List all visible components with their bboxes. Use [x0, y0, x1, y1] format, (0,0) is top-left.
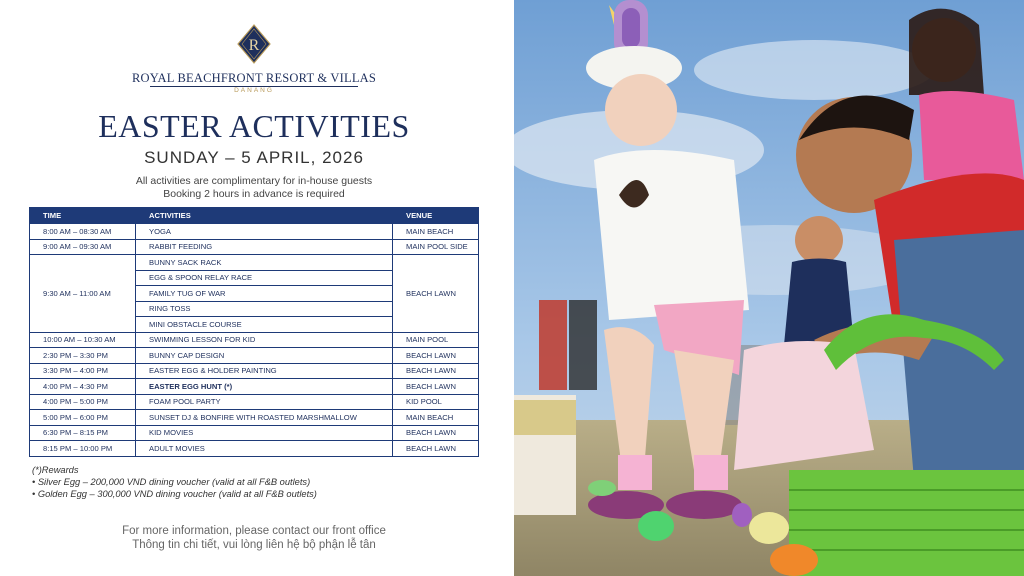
row-time: 8:00 AM – 08:30 AM [30, 224, 136, 240]
row-venue: MAIN BEACH [393, 410, 479, 426]
table-row [30, 239, 479, 255]
table-row [30, 441, 479, 457]
page-title: EASTER ACTIVITIES [98, 108, 410, 144]
row-activity-highlight: EASTER EGG HUNT (*) [136, 379, 393, 395]
row-time: 4:00 PM – 4:30 PM [30, 379, 136, 395]
row-activity: SUNSET DJ & BONFIRE WITH ROASTED MARSHMALLOW [136, 410, 393, 426]
row-activity: EASTER EGG & HOLDER PAINTING [136, 363, 393, 379]
row-activity: ADULT MOVIES [136, 441, 393, 457]
brand-location: DANANG [234, 87, 274, 94]
row-activity: RING TOSS [136, 301, 393, 317]
row-venue: KID POOL [393, 394, 479, 410]
row-activity: FAMILY TUG OF WAR [136, 286, 393, 302]
table-row [30, 224, 479, 240]
row-activity: BUNNY CAP DESIGN [136, 348, 393, 364]
logo-monogram: R [248, 37, 260, 54]
table-row [30, 394, 479, 410]
row-venue: BEACH LAWN [393, 363, 479, 379]
row-time: 9:00 AM – 09:30 AM [30, 239, 136, 255]
row-activity: EGG & SPOON RELAY RACE [136, 270, 393, 286]
header-activities: ACTIVITIES [136, 208, 393, 224]
row-time: 3:30 PM – 4:00 PM [30, 363, 136, 379]
row-activity: SWIMMING LESSON FOR KID [136, 332, 393, 348]
row-venue: BEACH LAWN [393, 441, 479, 457]
contact-english: For more information, please contact our front office [122, 525, 386, 537]
activities-table [29, 207, 479, 457]
row-time: 4:00 PM – 5:00 PM [30, 394, 136, 410]
row-activity: BUNNY SACK RACK [136, 255, 393, 271]
photo-illustration [514, 0, 1024, 576]
table-row [30, 363, 479, 379]
rewards-title: (*)Rewards [32, 465, 79, 475]
row-time: 5:00 PM – 6:00 PM [30, 410, 136, 426]
event-date: SUNDAY – 5 APRIL, 2026 [144, 148, 364, 167]
contact-vietnamese: Thông tin chi tiết, vui lòng liên hệ bộ phận lễ tân [132, 539, 376, 551]
brand-name: ROYAL BEACHFRONT RESORT & VILLAS [131, 71, 377, 85]
table-row [30, 379, 479, 395]
row-time: 8:15 PM – 10:00 PM [30, 441, 136, 457]
row-venue: MAIN POOL [393, 332, 479, 348]
table-row [30, 425, 479, 441]
rewards-note [32, 464, 317, 500]
row-venue: MAIN BEACH [393, 224, 479, 240]
row-venue: BEACH LAWN [393, 379, 479, 395]
table-header-row [30, 208, 479, 224]
row-activity: FOAM POOL PARTY [136, 394, 393, 410]
row-venue: BEACH LAWN [393, 348, 479, 364]
table-row [30, 332, 479, 348]
row-time: 6:30 PM – 8:15 PM [30, 425, 136, 441]
row-time: 2:30 PM – 3:30 PM [30, 348, 136, 364]
header-time: TIME [30, 208, 136, 224]
row-time: 10:00 AM – 10:30 AM [30, 332, 136, 348]
easter-egg-hunt-photo [514, 0, 1024, 576]
resort-logo-icon [237, 24, 271, 64]
row-venue: MAIN POOL SIDE [393, 239, 479, 255]
rewards-silver: • Silver Egg – 200,000 VND dining voucher (valid at all F&B outlets) [32, 477, 311, 487]
rewards-golden: • Golden Egg – 300,000 VND dining voucher (valid at all F&B outlets) [32, 489, 317, 499]
header-venue: VENUE [393, 208, 479, 224]
row-activity: RABBIT FEEDING [136, 239, 393, 255]
row-venue: BEACH LAWN [393, 255, 479, 333]
table-row [30, 410, 479, 426]
row-activity: KID MOVIES [136, 425, 393, 441]
note-complimentary: All activities are complimentary for in-house guests [135, 175, 373, 187]
row-activity: MINI OBSTACLE COURSE [136, 317, 393, 333]
row-time: 9:30 AM – 11:00 AM [30, 255, 136, 333]
table-row [30, 348, 479, 364]
row-venue: BEACH LAWN [393, 425, 479, 441]
note-booking: Booking 2 hours in advance is required [163, 188, 345, 200]
row-activity: YOGA [136, 224, 393, 240]
table-row [30, 255, 479, 271]
